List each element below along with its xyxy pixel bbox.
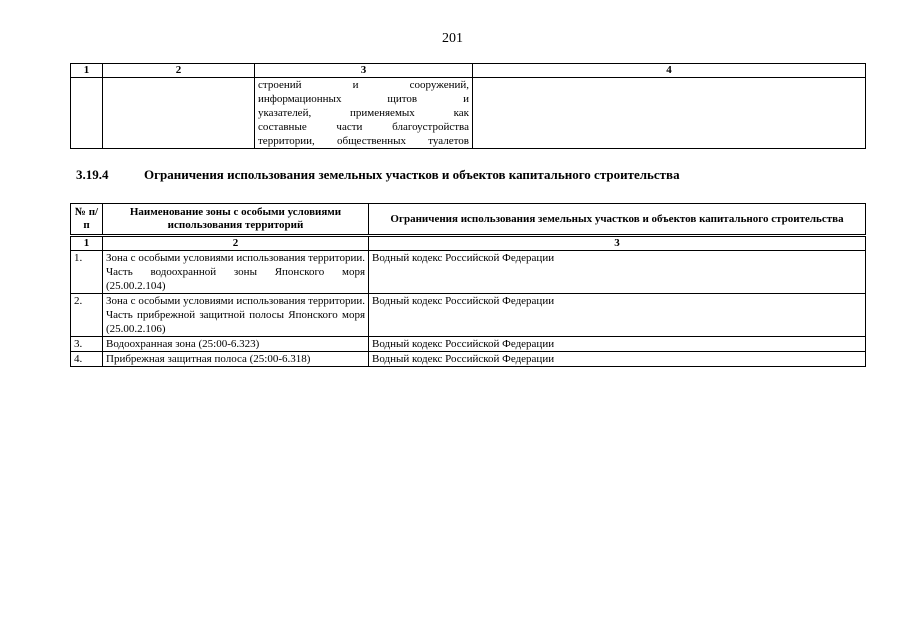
section-title: Ограничения использования земельных участков и объектов капитального строительства: [144, 167, 680, 182]
continuation-cell-1: [71, 78, 103, 149]
restrictions-header-row: [71, 204, 866, 236]
row-restriction: Водный кодекс Российской Федерации: [369, 352, 866, 367]
section-number: 3.19.4: [76, 167, 109, 182]
row-number: 4.: [71, 352, 103, 367]
header-restriction: Ограничения использования земельных участков и объектов капитального строительства: [369, 204, 866, 236]
header-number-cell: 1: [71, 236, 103, 251]
table-row: [71, 251, 866, 294]
row-number: 3.: [71, 337, 103, 352]
cell-text-line: строений и сооружений,: [258, 79, 469, 91]
cell-text-line: составные части благоустройства: [258, 121, 469, 133]
restrictions-table: [70, 203, 866, 367]
continuation-header-cell: 3: [255, 64, 473, 78]
header-number: № п/п: [71, 204, 103, 236]
row-zone: Водоохранная зона (25:00-6.323): [103, 337, 369, 352]
section-heading: [76, 167, 680, 183]
continuation-header-row: [71, 64, 866, 78]
header-zone: Наименование зоны с особыми условиями использования территорий: [103, 204, 369, 236]
row-number: 2.: [71, 294, 103, 337]
table-row: [71, 337, 866, 352]
restrictions-number-row: [71, 236, 866, 251]
row-restriction: Водный кодекс Российской Федерации: [369, 337, 866, 352]
row-number: 1.: [71, 251, 103, 294]
continuation-table: [70, 63, 866, 149]
table-row: [71, 294, 866, 337]
table-row: [71, 352, 866, 367]
row-restriction: Водный кодекс Российской Федерации: [369, 294, 866, 337]
cell-text-line: указателей, применяемых как: [258, 107, 469, 119]
continuation-cell-4: [473, 78, 866, 149]
continuation-header-cell: 4: [473, 64, 866, 78]
cell-text-line: информационных щитов и: [258, 93, 469, 105]
header-number-cell: 3: [369, 236, 866, 251]
row-zone: Зона с особыми условиями использования территории. Часть прибрежной защитной полосы Японского моря (25.00.2.106): [103, 294, 369, 337]
row-zone: Зона с особыми условиями использования территории. Часть водоохранной зоны Японского моря (25.00.2.104): [103, 251, 369, 294]
row-restriction: Водный кодекс Российской Федерации: [369, 251, 866, 294]
row-zone: Прибрежная защитная полоса (25:00-6.318): [103, 352, 369, 367]
continuation-cell-2: [103, 78, 255, 149]
continuation-header-cell: 2: [103, 64, 255, 78]
page-number: 201: [442, 31, 463, 46]
continuation-cell-3: [255, 78, 473, 149]
cell-text-line: территории, общественных туалетов: [258, 135, 469, 147]
header-number-cell: 2: [103, 236, 369, 251]
continuation-header-cell: 1: [71, 64, 103, 78]
continuation-row: [71, 78, 866, 149]
